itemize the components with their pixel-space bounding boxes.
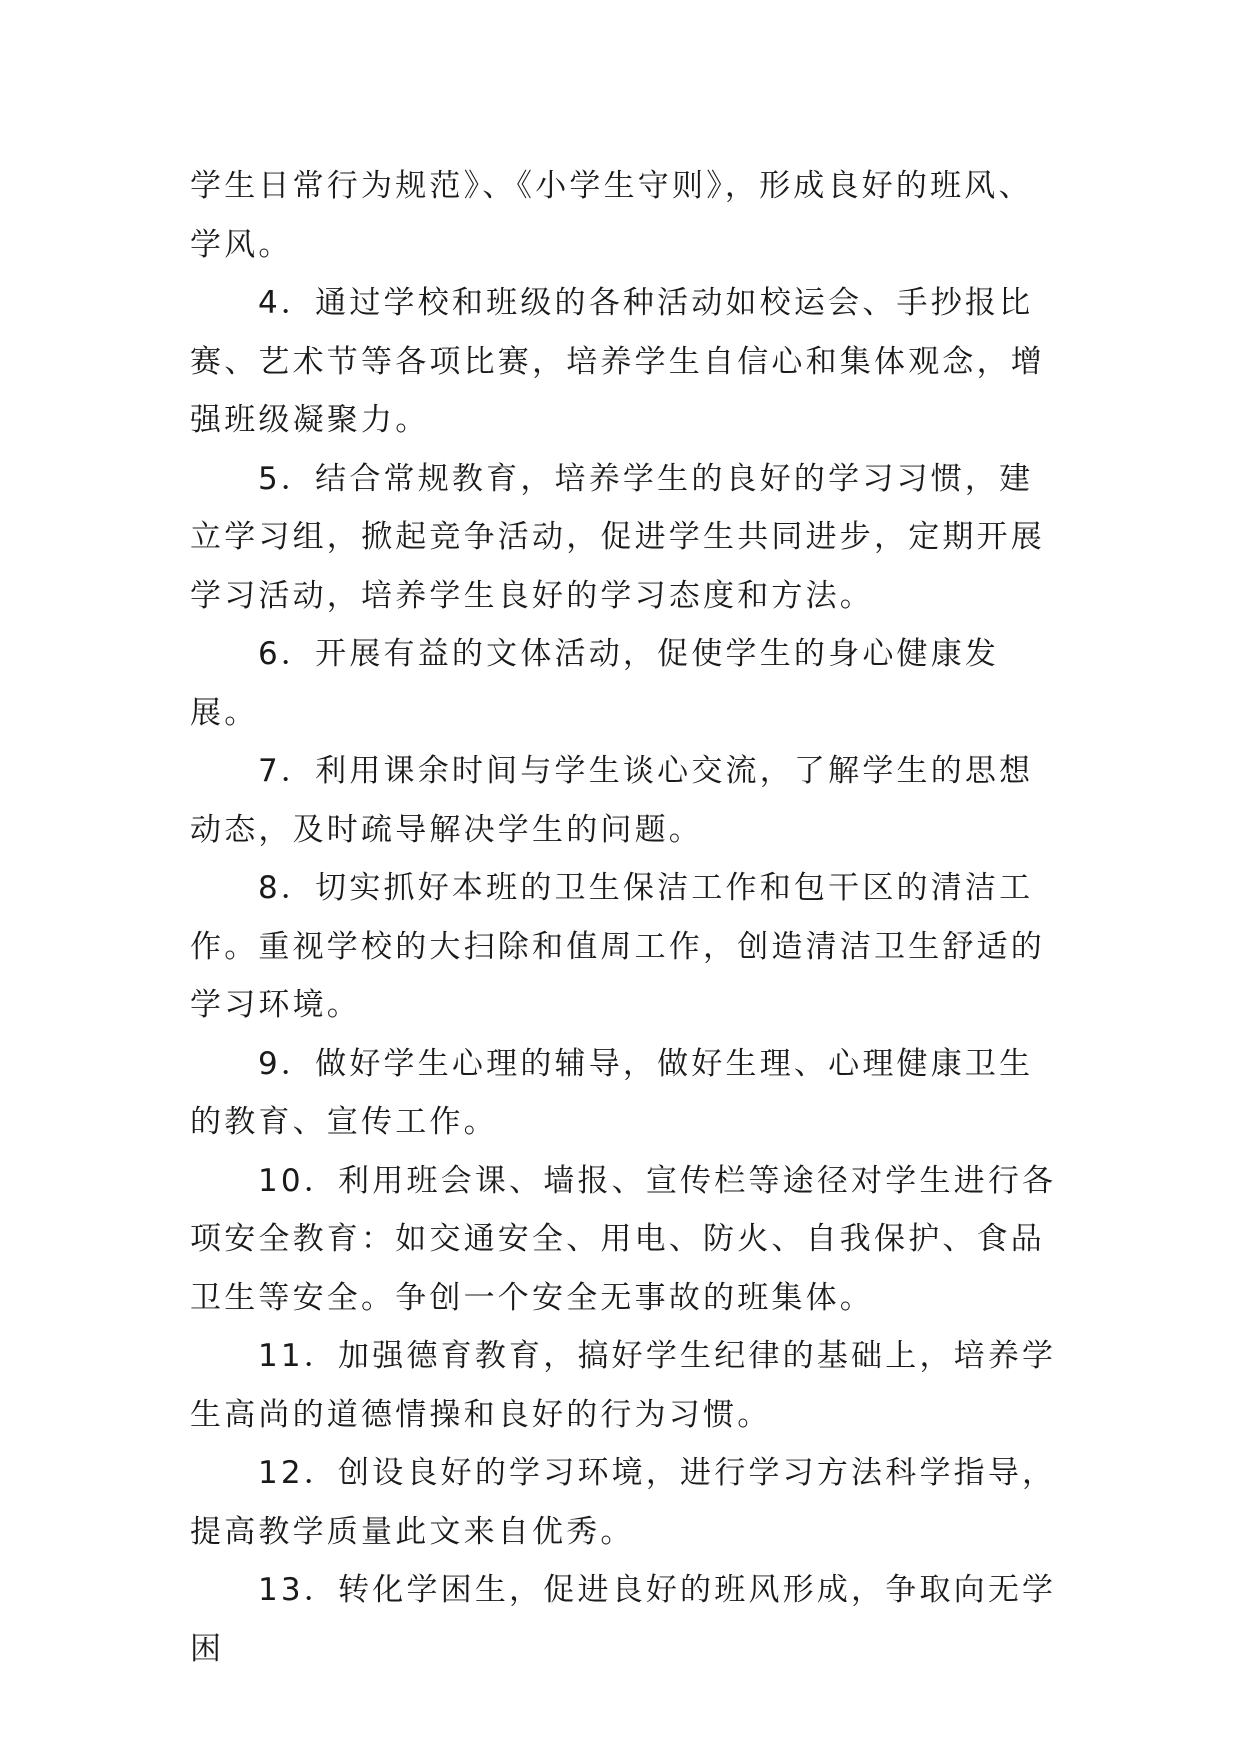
paragraph-item-9: 9．做好学生心理的辅导，做好生理、心理健康卫生的教育、宣传工作。: [190, 1045, 1034, 1140]
paragraph-item-5: 5．结合常规教育，培养学生的良好的学习习惯，建立学习组，掀起竞争活动，促进学生共同进步，定期开展学习活动，培养学生良好的学习态度和方法。: [190, 460, 1045, 614]
document-body: [190, 157, 1060, 1678]
paragraph-continuation: 学生日常行为规范》、《小学生守则》，形成良好的班风、学风。: [190, 168, 1033, 263]
paragraph-item-7: 7．利用课余时间与学生谈心交流，了解学生的思想动态，及时疏导解决学生的问题。: [190, 753, 1034, 848]
paragraph-item-8: 8．切实抓好本班的卫生保洁工作和包干区的清洁工作。重视学校的大扫除和值周工作，创造清洁卫生舒适的学习环境。: [190, 870, 1045, 1023]
paragraph-item-10: 10．利用班会课、墙报、宣传栏等途径对学生进行各项安全教育：如交通安全、用电、防火、自我保护、食品卫生等安全。争创一个安全无事故的班集体。: [190, 1162, 1057, 1316]
paragraph-item-6: 6．开展有益的文体活动，促使学生的身心健康发展。: [190, 636, 1000, 731]
paragraph-item-4: 4．通过学校和班级的各种活动如校运会、手抄报比赛、艺术节等各项比赛，培养学生自信心和集体观念，增强班级凝聚力。: [190, 285, 1045, 438]
paragraph-item-11: 11．加强德育教育，搞好学生纪律的基础上，培养学生高尚的道德情操和良好的行为习惯。: [190, 1338, 1057, 1433]
paragraph-item-13: 13．转化学困生，促进良好的班风形成，争取向无学困: [190, 1572, 1057, 1667]
paragraph-item-12: 12．创设良好的学习环境，进行学习方法科学指导，提高教学质量此文来自优秀。: [190, 1455, 1057, 1550]
